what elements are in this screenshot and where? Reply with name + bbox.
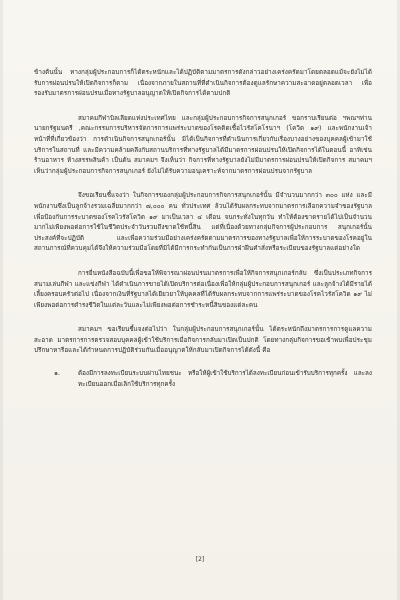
- list-item-text: ต้องมีการลงทะเบียนระบบผ่านไทยชนะ หรือให้ผู้เข้าใช้บริการได้ลงทะเบียนก่อนเข้ารับบริการทุกครั้ง และลงทะเบียนออกเมื่อเลิกใช้บริการทุกครั้ง: [78, 370, 372, 388]
- page-number: [2]: [195, 556, 205, 563]
- scan-edge-left: [0, 0, 3, 600]
- list-item-number: ๑.: [54, 370, 60, 378]
- paragraph-measures: สมาคมฯ ขอเรียนชี้แจงต่อไปว่า ในกลุ่มผู้ประกอบการสนุกเกอร์นั้น ได้ตระหนักถึงมาตรการการดูแลความสะอาด มาตรการการตรวจสอบบุคคลผู้เข้าใช้บริการเมื่อกิจการกลับมาเปิดเป็นปกติ โดยทางกลุ่มกิจการขอเข้าพบเพื่อประชุมปรึกษาหารือและได้กำหนดการปฏิบัติร่วมกันเมื่ออนุญาตให้กลับมาเปิดกิจการได้ดังนี้ คือ: [34, 326, 372, 355]
- paragraph-intro: ข้างต้นนั้น ทางกลุ่มผู้ประกอบการก็ได้ตระหนักและได้ปฏิบัติตามมาตรการดังกล่าวอย่างเคร่งครัดมาโดยตลอดแม้จะยังไม่ได้รับการผ่อนปรนให้เปิดกิจการก็ตาม เนื่องจากภายในสถานที่ที่ดำเนินกิจการต้องดูแลรักษาความสะอาดอยู่ตลอดเวลา เพื่อรองรับมาตรการผ่อนปรนเมื่อทางรัฐบาลอนุญาตให้เปิดกิจการได้ตามปกติ: [34, 69, 372, 98]
- paragraph-purpose: การยื่นหนังสือฉบับนี้เพื่อขอให้พิจารณาผ่อนปรนมาตรการเพื่อให้กิจการสนุกเกอร์กลับ ซึ่งเป็นประเภทกิจการสนามเล่นกีฬา และแข่งกีฬา ได้ดำเนินการขายได้เปิดบริการต่อเนื่องเพื่อให้กลุ่มผู้ประกอบการสนุกเกอร์ และลูกจ้างได้มีรายได้เลี้ยงครอบครัวต่อไป เนื่องจากเงินที่รัฐบาลได้เยียวยาให้บุคคลที่ได้รับผลกระทบจากการแพร่ระบาดของโรคไวรัสโควิด ๑๙ ไม่เพียงพอต่อการดำรงชีวิตในแต่ละวันและไม่เพียงพอต่อการชำระหนี้สินของแต่ละคน: [34, 269, 372, 309]
- paragraph-explanation: จึงขอเรียนชี้แจงว่า ในกิจการของกลุ่มผู้ประกอบการกิจการสนุกเกอร์นั้น มีจำนวนมากกว่า ๓๐๐ แห่ง และมีพนักงานซึ่งเป็นลูกจ้างรวมเฉลี่ยมากกว่า ๗,๐๐๐ คน ทั่วประเทศ ล้วนได้รับผลกระทบจากมาตรการเลือกความจำของรัฐบาลเพื่อป้องกันการระบาดของโรคไวรัสโควิด ๑๙ มาเป็นเวลา ๔ เดือน จนกระทั่งในทุกวัน ทำให้ต้องขาดรายได้ไปเป็นจำนวนมากไม่เพียงพอต่อการใช้ในชีวิตประจำวันรวมถึงขาดใช้หนี้สิน แต่ที่เนื่องด้วยทางกลุ่มกิจการผู้ประกอบการ สนุกเกอร์นั้นประสงค์ที่จะปฏิบัติ และเพื่อความร่วมมือย่างเคร่งครัดตามมาตรการของทางรัฐบาลเพื่อให้การระบาดของโรคอยู่ในสถานการณ์ที่ควบคุมได้จึงให้ความร่วมมือโดยที่มิได้มีการกระทำกันเป็นการฝ่าฝืนคำสั่งหรือระเบียบของรัฐบาลแต่อย่างใด: [34, 192, 372, 253]
- paragraph-request: สมาคมกีฬาบิลเลียดแห่งประเทศไทย และกลุ่มผู้ประกอบการกิจการสนุกเกอร์ ขอกราบเรียนต่อ ฯพณฯท่านนายกรัฐมนตรี ,คณะกรรมการบริหารจัดการการแพร่ระบาดของโรคติดเชื้อไวรัสโคโรนาฯ (โควิด ๑๙) และพนักงานเจ้าหน้าที่ที่เกี่ยวข้องว่า การดำเนินกิจการสนุกเกอร์นั้น มิได้เป็นกิจการที่ดำเนินการเกี่ยวกับเรื่องบางอย่างของบุคคลผู้เข้ามาใช้บริการในสถานที่ และมีความคล้ายคลึงกับสถานบริการที่ทางรัฐบาลได้มีมาตรการผ่อนปรนให้เปิดกิจการได้ในตอนนี้ อาทิเช่น ร้านอาหาร ห้างสรรพสินค้า เป็นต้น สมาคมฯ จึงเห็นว่า กิจการที่ทางรัฐบาลยังไม่มีมาตรการผ่อนปรนให้เปิดกิจการ สมาคมฯ เห็นว่ากลุ่มผู้ประกอบการกิจการสนุกเกอร์ ยังไม่ได้รับความอนุเคราะห์จากมาตรการผ่อนปรนจากรัฐบาล: [34, 114, 372, 175]
- list-item: [54, 369, 372, 390]
